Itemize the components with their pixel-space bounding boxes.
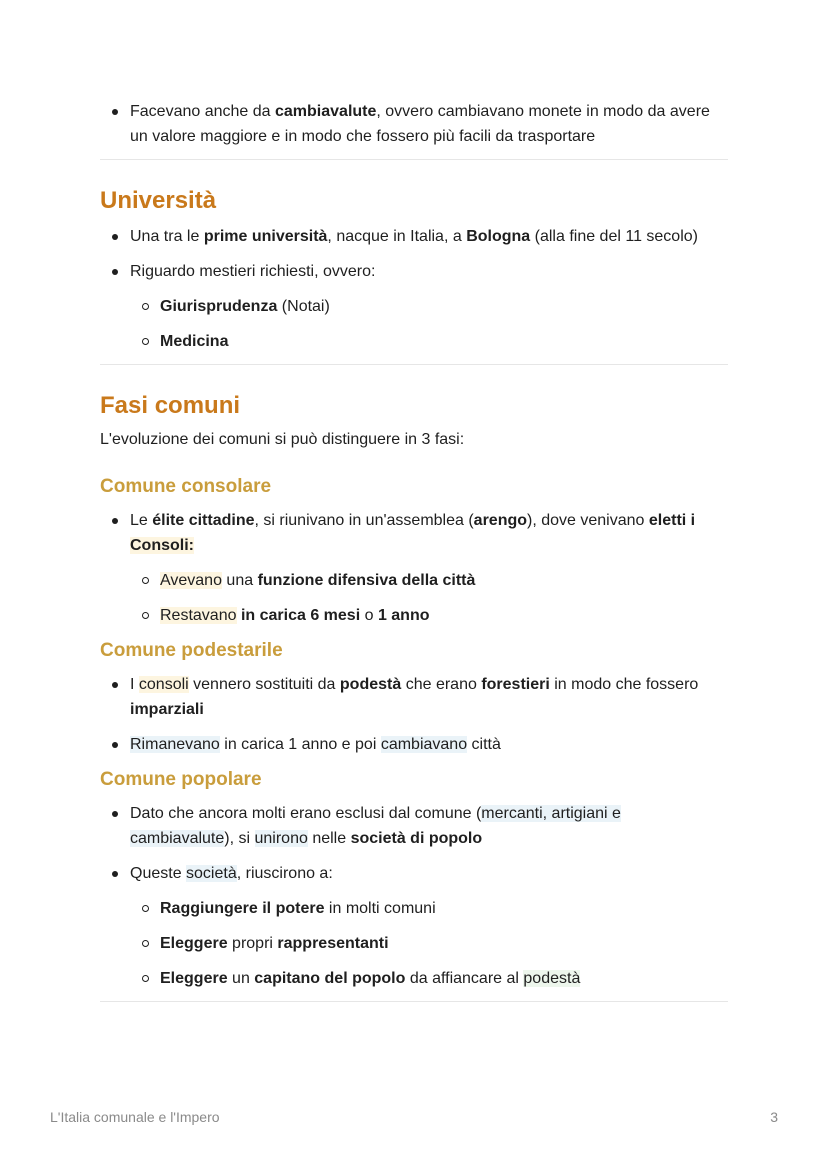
list-item: I consoli vennero sostituiti da podestà che erano forestieri in modo che fossero imparziali	[100, 672, 728, 722]
list-item: Le élite cittadine, si riunivano in un'assemblea (arengo), dove venivano eletti i Consoli: Avevano una funzione difensiva della città Restavano in carica 6 mesi o 1 anno	[100, 508, 728, 628]
section-title-fasi: Fasi comuni	[100, 392, 241, 419]
list-item: Facevano anche da cambiavalute, ovvero cambiavano monete in modo da avere un valore maggiore e in modo che fossero più facili da trasportare	[100, 99, 728, 149]
sub-list-item: Avevano una funzione difensiva della città	[130, 568, 728, 593]
list-item: Riguardo mestieri richiesti, ovvero: Giurisprudenza (Notai) Medicina	[100, 259, 728, 354]
universita-list	[100, 224, 728, 354]
sub-list	[130, 568, 728, 628]
divider	[100, 364, 728, 365]
divider	[100, 159, 728, 160]
popolare-list	[100, 801, 728, 991]
sub-list-item: Giurisprudenza (Notai)	[130, 294, 728, 319]
podestarile-list	[100, 672, 728, 757]
page-content	[100, 99, 728, 1002]
subsection-title-consolare: Comune consolare	[100, 476, 272, 497]
subsection-title-podestarile: Comune podestarile	[100, 640, 283, 661]
sub-list	[130, 294, 728, 354]
fasi-intro: L'evoluzione dei comuni si può distinguere in 3 fasi:	[100, 431, 465, 448]
section-title-universita: Università	[100, 187, 217, 214]
list-item: Una tra le prime università, nacque in Italia, a Bologna (alla fine del 11 secolo)	[100, 224, 728, 249]
sub-list-item: Medicina	[130, 329, 728, 354]
footer-title: L'Italia comunale e l'Impero	[50, 1109, 220, 1125]
list-item: Rimanevano in carica 1 anno e poi cambiavano città	[100, 732, 728, 757]
consolare-list	[100, 508, 728, 628]
sub-list-item: Raggiungere il potere in molti comuni	[130, 896, 728, 921]
subsection-title-popolare: Comune popolare	[100, 769, 262, 790]
divider	[100, 1001, 728, 1002]
page-number: 3	[770, 1109, 778, 1125]
sub-list-item: Eleggere un capitano del popolo da affiancare al podestà	[130, 966, 728, 991]
list-item: Dato che ancora molti erano esclusi dal comune (mercanti, artigiani e cambiavalute), si unirono nelle società di popolo	[100, 801, 728, 851]
sub-list	[130, 896, 728, 991]
list-item: Queste società, riuscirono a: Raggiungere il potere in molti comuni Eleggere propri rappresentanti Eleggere un capitano del popolo da affiancare al podestà	[100, 861, 728, 991]
sub-list-item: Eleggere propri rappresentanti	[130, 931, 728, 956]
intro-list	[100, 99, 728, 149]
sub-list-item: Restavano in carica 6 mesi o 1 anno	[130, 603, 728, 628]
